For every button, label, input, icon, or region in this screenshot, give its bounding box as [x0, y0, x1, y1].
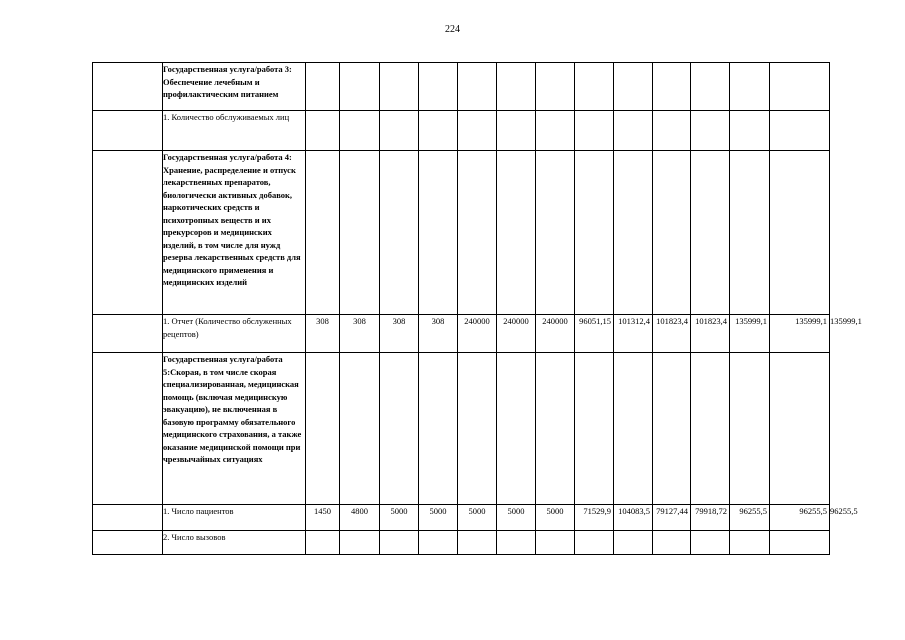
document-table	[92, 62, 862, 555]
blank-cell	[93, 111, 163, 151]
value-cell: 96255,5	[770, 505, 830, 531]
value-cell	[536, 111, 575, 151]
value-cell	[730, 151, 770, 315]
indicator-name-cell: 2. Число вызовов	[163, 531, 306, 555]
blank-cell	[93, 353, 163, 505]
value-cell	[575, 353, 614, 505]
value-cell	[340, 63, 380, 111]
value-cell	[340, 151, 380, 315]
value-cell	[306, 111, 340, 151]
value-cell	[380, 531, 419, 555]
indicator-name-cell: 1. Отчет (Количество обслуженных рецептов)	[163, 315, 306, 353]
value-cell	[730, 111, 770, 151]
service-title-cell: Государственная услуга/работа 5:Скорая, в том числе скорая специализированная, медицинская помощь (включая медицинскую эвакуацию), не включенная в базовую программу обязательного медицинского страхования, а также оказание медицинской помощи при чрезвычайных ситуациях	[163, 353, 306, 505]
value-cell	[380, 151, 419, 315]
value-cell	[614, 111, 653, 151]
value-cell	[306, 531, 340, 555]
value-cell	[497, 531, 536, 555]
value-cell	[691, 151, 730, 315]
value-cell	[575, 531, 614, 555]
value-cell: 79918,72	[691, 505, 730, 531]
value-cell: 5000	[419, 505, 458, 531]
indicator-row	[93, 531, 830, 555]
value-cell: 240000	[458, 315, 497, 353]
service-header-row	[93, 63, 830, 111]
indicator-row: 1. Отчет (Количество обслуженных рецептов) 308 308 308 308 240000 240000 240000 96051,15 101312,4 101823,4 101823,4 135999,1 135999,1 135999,1	[93, 315, 830, 353]
value-cell	[497, 111, 536, 151]
value-cell	[497, 353, 536, 505]
value-cell: 1450	[306, 505, 340, 531]
value-cell	[536, 353, 575, 505]
value-cell	[340, 111, 380, 151]
value-cell	[614, 63, 653, 111]
value-cell	[458, 531, 497, 555]
value-cell	[575, 63, 614, 111]
value-cell: 308	[340, 315, 380, 353]
value-cell: 101823,4	[653, 315, 691, 353]
blank-cell	[93, 63, 163, 111]
value-cell	[770, 151, 830, 315]
value-cell	[691, 531, 730, 555]
value-cell	[419, 63, 458, 111]
value-cell	[419, 531, 458, 555]
value-cell	[575, 111, 614, 151]
value-cell	[614, 353, 653, 505]
blank-cell	[93, 151, 163, 315]
value-cell	[691, 353, 730, 505]
value-cell: 101312,4	[614, 315, 653, 353]
value-cell: 104083,5	[614, 505, 653, 531]
value-cell: 5000	[536, 505, 575, 531]
value-cell	[380, 353, 419, 505]
value-cell	[653, 111, 691, 151]
indicator-name-cell: 1. Количество обслуживаемых лиц	[163, 111, 306, 151]
value-cell	[497, 151, 536, 315]
value-cell: 5000	[380, 505, 419, 531]
value-cell	[340, 353, 380, 505]
value-cell	[653, 353, 691, 505]
value-cell: 135999,1	[730, 315, 770, 353]
value-cell	[653, 531, 691, 555]
value-cell: 4800	[340, 505, 380, 531]
service-title-cell: Государственная услуга/работа 3: Обеспечение лечебным и профилактическим питанием	[163, 63, 306, 111]
value-cell	[458, 63, 497, 111]
value-cell	[614, 151, 653, 315]
value-cell	[770, 531, 830, 555]
value-cell	[458, 151, 497, 315]
value-cell	[770, 63, 830, 111]
blank-cell	[93, 315, 163, 353]
value-cell: 308	[419, 315, 458, 353]
value-cell	[497, 63, 536, 111]
value-cell: 308	[306, 315, 340, 353]
value-cell	[340, 531, 380, 555]
value-cell: 135999,1	[770, 315, 830, 353]
service-header-row	[93, 353, 830, 505]
blank-cell	[93, 531, 163, 555]
value-cell	[306, 353, 340, 505]
value-cell	[536, 63, 575, 111]
value-cell: 79127,44	[653, 505, 691, 531]
blank-cell	[93, 505, 163, 531]
value-cell	[306, 151, 340, 315]
value-cell: 5000	[458, 505, 497, 531]
value-cell	[419, 353, 458, 505]
value-cell	[419, 151, 458, 315]
value-cell: 101823,4	[691, 315, 730, 353]
indicator-name-cell: 1. Число пациентов	[163, 505, 306, 531]
value-cell	[458, 111, 497, 151]
value-cell	[419, 111, 458, 151]
value-cell	[380, 111, 419, 151]
value-cell	[458, 353, 497, 505]
service-title-cell: Государственная услуга/работа 4: Хранение, распределение и отпуск лекарственных препаратов, биологически активных добавок, наркотических средств и психотропных веществ и их прекурсоров и медицинских изделий, в том числе для нужд резерва лекарственных средств для медицинского применения и медицинских изделий	[163, 151, 306, 315]
value-cell	[730, 63, 770, 111]
value-cell	[730, 353, 770, 505]
value-cell	[653, 151, 691, 315]
value-cell: 5000	[497, 505, 536, 531]
value-cell	[770, 111, 830, 151]
service-header-row	[93, 151, 830, 315]
value-cell	[575, 151, 614, 315]
value-cell	[306, 63, 340, 111]
value-cell: 96051,15	[575, 315, 614, 353]
value-cell	[536, 531, 575, 555]
value-cell	[730, 531, 770, 555]
value-cell: 308	[380, 315, 419, 353]
value-cell	[691, 111, 730, 151]
value-cell	[691, 63, 730, 111]
value-cell: 240000	[497, 315, 536, 353]
value-cell: 96255,5	[730, 505, 770, 531]
page-number: 224	[445, 24, 460, 35]
value-cell	[770, 353, 830, 505]
value-cell: 71529,9	[575, 505, 614, 531]
value-cell	[536, 151, 575, 315]
value-cell	[653, 63, 691, 111]
indicator-row: 1. Число пациентов 1450 4800 5000 5000 5000 5000 5000 71529,9 104083,5 79127,44 79918,72 96255,5 96255,5 96255,5	[93, 505, 830, 531]
value-cell	[614, 531, 653, 555]
value-cell: 240000	[536, 315, 575, 353]
indicator-row	[93, 111, 830, 151]
value-cell	[380, 63, 419, 111]
